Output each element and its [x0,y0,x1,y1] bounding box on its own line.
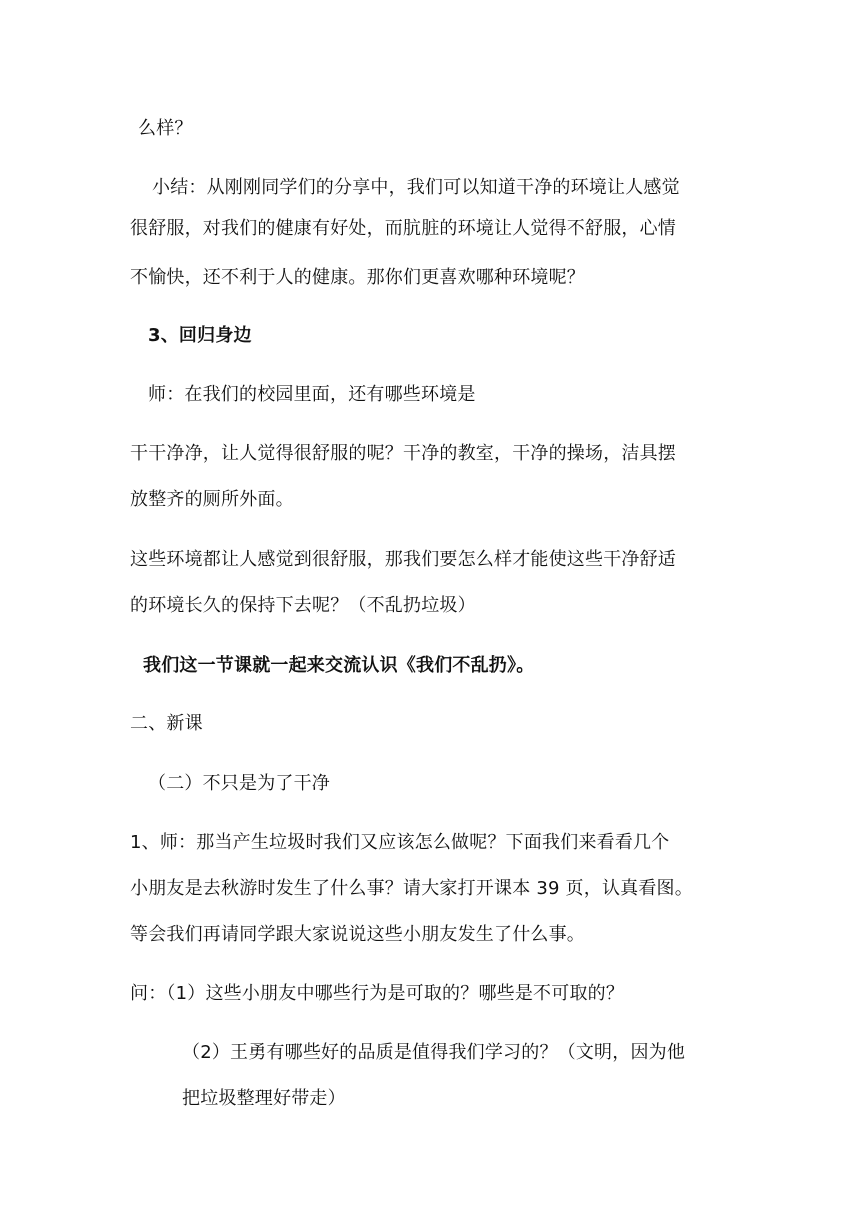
text-line: 这些环境都让人感觉到很舒服，那我们要怎么样才能使这些干净舒适 [130,549,676,570]
section-heading: 3、回归身边 [148,325,252,346]
text-line: 么样？ [138,118,193,139]
subsection-heading: （二）不只是为了干净 [148,773,330,794]
text-line: 等会我们再请同学跟大家说说这些小朋友发生了什么事。 [130,924,585,945]
text-line: 的环境长久的保持下去呢？（不乱扔垃圾） [130,595,476,616]
text-line: 1、师：那当产生垃圾时我们又应该怎么做呢？下面我们来看看几个 [130,832,670,853]
question-line: （2）王勇有哪些好的品质是值得我们学习的？（文明，因为他 [182,1042,686,1063]
question-line: 问：（1）这些小朋友中哪些行为是可取的？哪些是不可取的？ [130,983,625,1004]
section-heading: 二、新课 [130,713,203,734]
text-line: 小朋友是去秋游时发生了什么事？请大家打开课本 39 页，认真看图。 [130,878,693,899]
highlight-line: 我们这一节课就一起来交流认识《我们不乱扔》。 [143,655,535,676]
question-line: 把垃圾整理好带走） [182,1088,346,1109]
text-line: 很舒服，对我们的健康有好处，而肮脏的环境让人觉得不舒服，心情 [130,218,676,239]
text-line: 不愉快，还不利于人的健康。那你们更喜欢哪种环境呢？ [130,267,585,288]
text-line: 干干净净，让人觉得很舒服的呢？干净的教室，干净的操场，洁具摆 [130,443,676,464]
text-line: 放整齐的厕所外面。 [130,489,294,510]
text-line: 师：在我们的校园里面，还有哪些环境是 [148,384,476,405]
text-line: 小结：从刚刚同学们的分享中，我们可以知道干净的环境让人感觉 [152,177,680,198]
